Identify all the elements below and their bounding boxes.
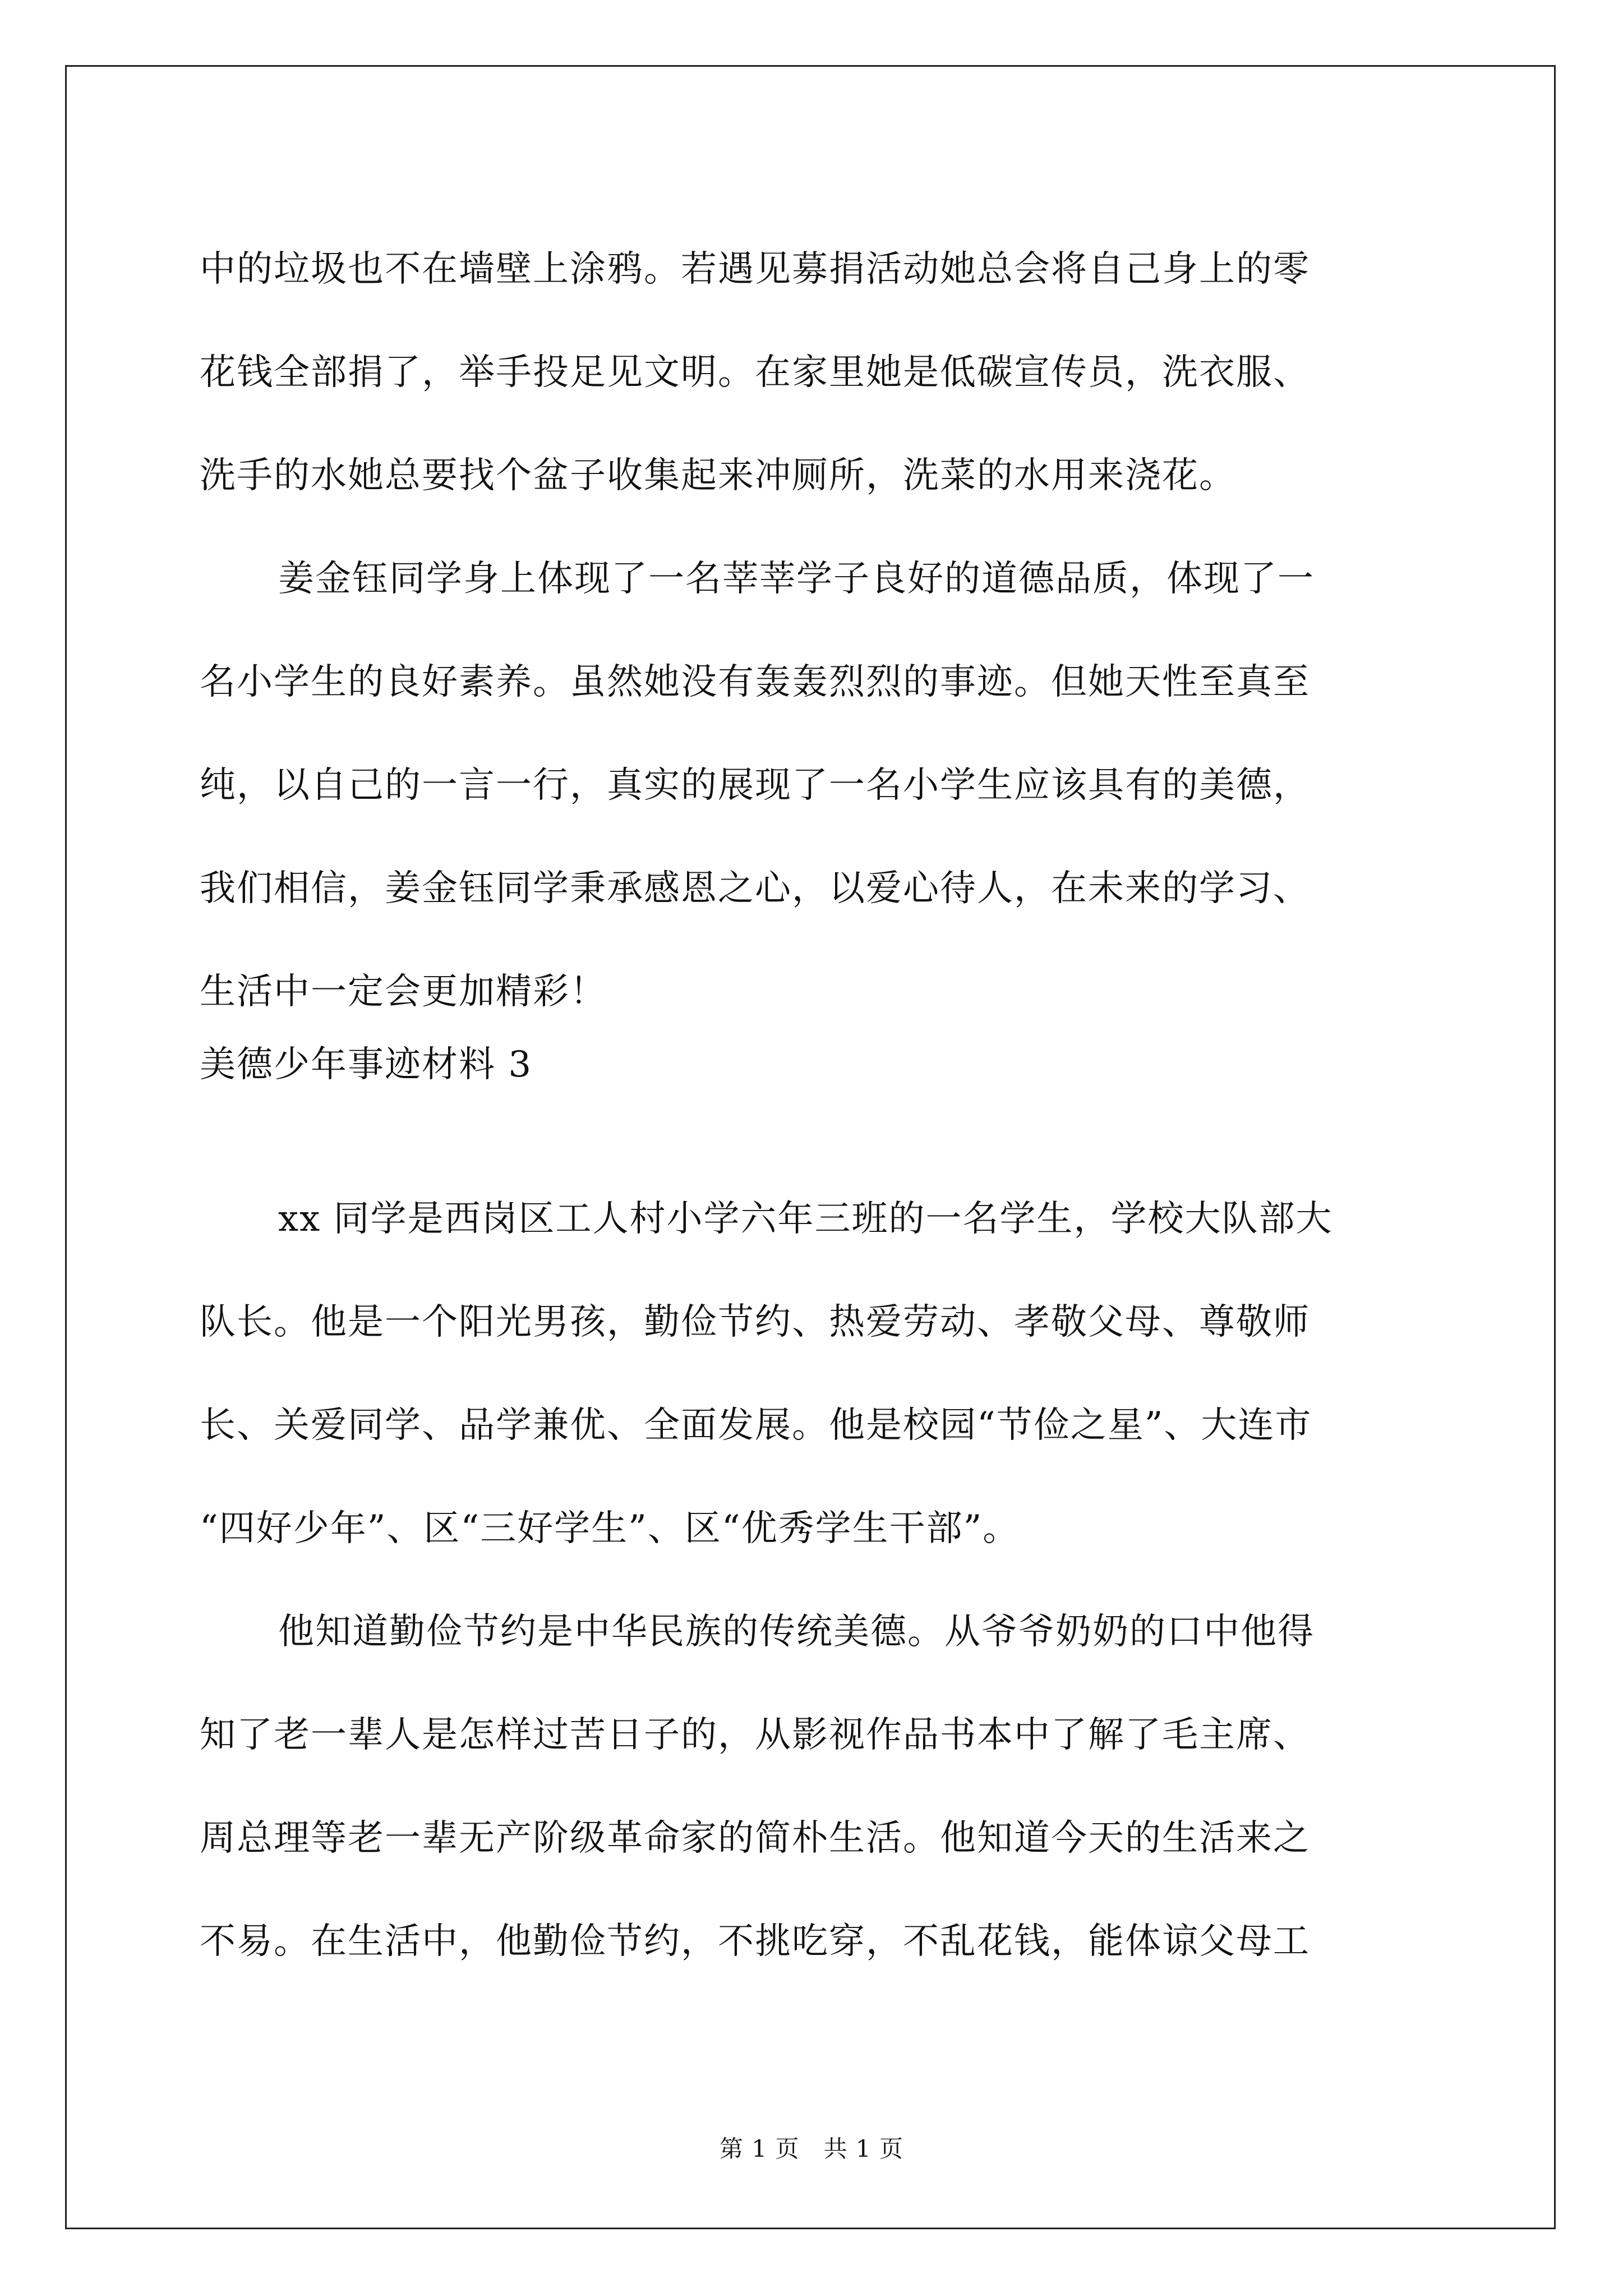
text-line: 中的垃圾也不在墙壁上涂鸦。若遇见募捐活动她总会将自己身上的零 [200,249,1310,290]
paragraph-first-line: 他知道勤俭节约是中华民族的传统美德。从爷爷奶奶的口中他得 [278,1611,1315,1653]
paragraph-first-line: 姜金钰同学身上体现了一名莘莘学子良好的道德品质，体现了一 [278,558,1315,600]
text-line: 生活中一定会更加精彩！ [200,971,607,1013]
document-body-part-2 [200,1164,1427,1990]
text-line: 洗手的水她总要找个盆子收集起来冲厕所，洗菜的水用来浇花。 [200,455,1236,496]
text-line: 周总理等老一辈无产阶级革命家的简朴生活。他知道今天的生活来之 [200,1818,1310,1859]
page-footer: 第 1 页 共 1 页 [720,2135,903,2162]
paragraph-first-line: xx 同学是西岗区工人村小学六年三班的一名学生，学校大队部大 [278,1198,1333,1240]
text-line: 不易。在生活中，他勤俭节约，不挑吃穿，不乱花钱，能体谅父母工 [200,1921,1310,1962]
text-line: 队长。他是一个阳光男孩，勤俭节约、热爱劳动、孝敬父母、尊敬师 [200,1301,1310,1343]
text-line: 知了老一辈人是怎样过苦日子的，从影视作品书本中了解了毛主席、 [200,1714,1310,1756]
text-line: 名小学生的良好素养。虽然她没有轰轰烈烈的事迹。但她天性至真至 [200,661,1310,703]
text-line: 花钱全部捐了，举手投足见文明。在家里她是低碳宣传员，洗衣服、 [200,352,1310,393]
text-line: 我们相信，姜金钰同学秉承感恩之心，以爱心待人，在未来的学习、 [200,868,1310,909]
document-body-part-1 [200,214,1427,1040]
text-line: 长、关爱同学、品学兼优、全面发展。他是校园“节俭之星”、大连市 [200,1405,1312,1446]
section-heading: 美德少年事迹材料 3 [200,1044,533,1085]
text-line: 纯，以自己的一言一行，真实的展现了一名小学生应该具有的美德， [200,765,1310,806]
text-line: “四好少年”、区“三好学生”、区“优秀学生干部”。 [200,1508,1020,1549]
